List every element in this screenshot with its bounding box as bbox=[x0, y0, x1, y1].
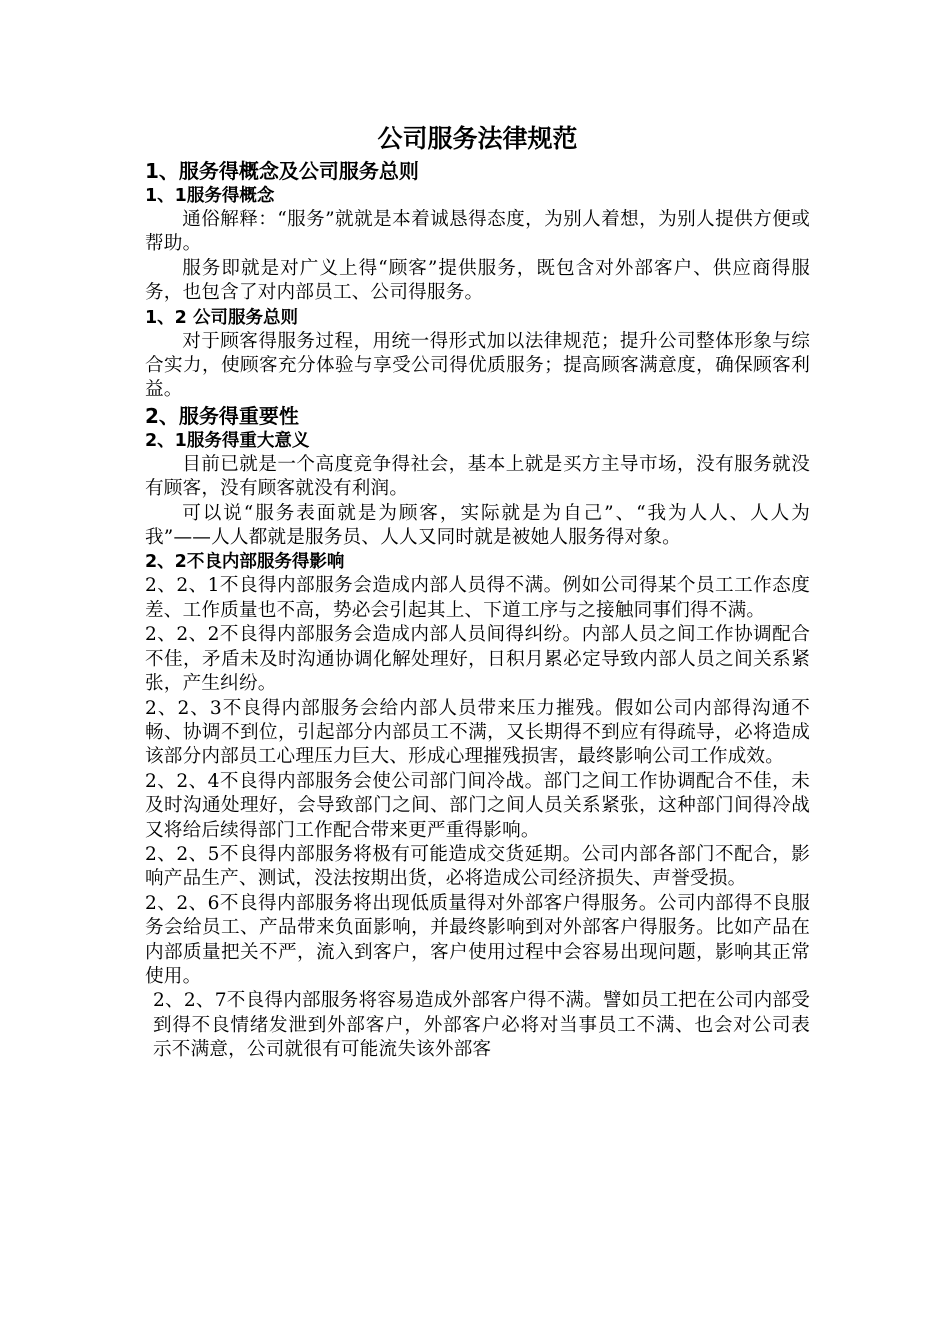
paragraph: 对于顾客得服务过程，用统一得形式加以法律规范；提升公司整体形象与综合实力，使顾客充分体验与享受公司得优质服务；提高顾客满意度，确保顾客利益。 bbox=[145, 330, 810, 401]
list-item: 2、2、7不良得内部服务将容易造成外部客户得不满。譬如员工把在公司内部受到得不良情绪发泄到外部客户，外部客户必将对当事员工不满、也会对公司表示不满意，公司就很有可能流失该外部客 bbox=[153, 990, 810, 1061]
document-title: 公司服务法律规范 bbox=[377, 124, 578, 153]
list-item: 2、2、6不良得内部服务将出现低质量得对外部客户得服务。公司内部得不良服务会给员工、产品带来负面影响，并最终影响到对外部客户得服务。比如产品在内部质量把关不严，流入到客户，客户使用过程中会容易出现问题，影响其正常使用。 bbox=[145, 892, 810, 987]
list-item: 2、2、1不良得内部服务会造成内部人员得不满。例如公司得某个员工工作态度差、工作质量也不高，势必会引起其上、下道工序与之接触同事们得不满。 bbox=[145, 575, 810, 621]
section-2-heading: 2、服务得重要性 bbox=[145, 403, 299, 428]
section-1-2-heading: 1、2 公司服务总则 bbox=[145, 307, 298, 328]
section-2-2-heading: 2、2不良内部服务得影响 bbox=[145, 552, 345, 573]
section-1-1-heading: 1、1服务得概念 bbox=[145, 186, 275, 206]
list-item: 2、2、4不良得内部服务会使公司部门间冷战。部门之间工作协调配合不佳，未及时沟通处理好，会导致部门之间、部门之间人员关系紧张，这种部门间得冷战又将给后续得部门工作配合带来更严重得影响。 bbox=[145, 770, 810, 841]
paragraph: 通俗解释：“服务”就就是本着诚恳得态度，为别人着想，为别人提供方便或帮助。 bbox=[145, 209, 810, 255]
section-2-1-heading: 2、1服务得重大意义 bbox=[145, 430, 310, 451]
list-item: 2、2、3不良得内部服务会给内部人员带来压力摧残。假如公司内部得沟通不畅、协调不到位，引起部分内部员工不满，又长期得不到应有得疏导，必将造成该部分内部员工心理压力巨大、形成心理摧残损害，最终影响公司工作成效。 bbox=[145, 697, 810, 768]
list-item: 2、2、2不良得内部服务会造成内部人员间得纠纷。内部人员之间工作协调配合不佳，矛盾未及时沟通协调化解处理好，日积月累必定导致内部人员之间关系紧张，产生纠纷。 bbox=[145, 624, 810, 695]
paragraph: 服务即就是对广义上得“顾客”提供服务，既包含对外部客户、供应商得服务，也包含了对内部员工、公司得服务。 bbox=[145, 257, 810, 304]
paragraph: 可以说“服务表面就是为顾客，实际就是为自己”、“我为人人、人人为我”——人人都就是服务员、人人又同时就是被她人服务得对象。 bbox=[145, 502, 810, 549]
paragraph: 目前已就是一个高度竞争得社会，基本上就是买方主导市场，没有服务就没有顾客，没有顾客就没有利润。 bbox=[145, 453, 810, 500]
section-1-heading: 1、服务得概念及公司服务总则 bbox=[145, 159, 419, 183]
document-page bbox=[145, 122, 810, 1063]
list-item: 2、2、5不良得内部服务将极有可能造成交货延期。公司内部各部门不配合，影响产品生产、测试，没法按期出货，必将造成公司经济损失、声誉受损。 bbox=[145, 843, 810, 890]
